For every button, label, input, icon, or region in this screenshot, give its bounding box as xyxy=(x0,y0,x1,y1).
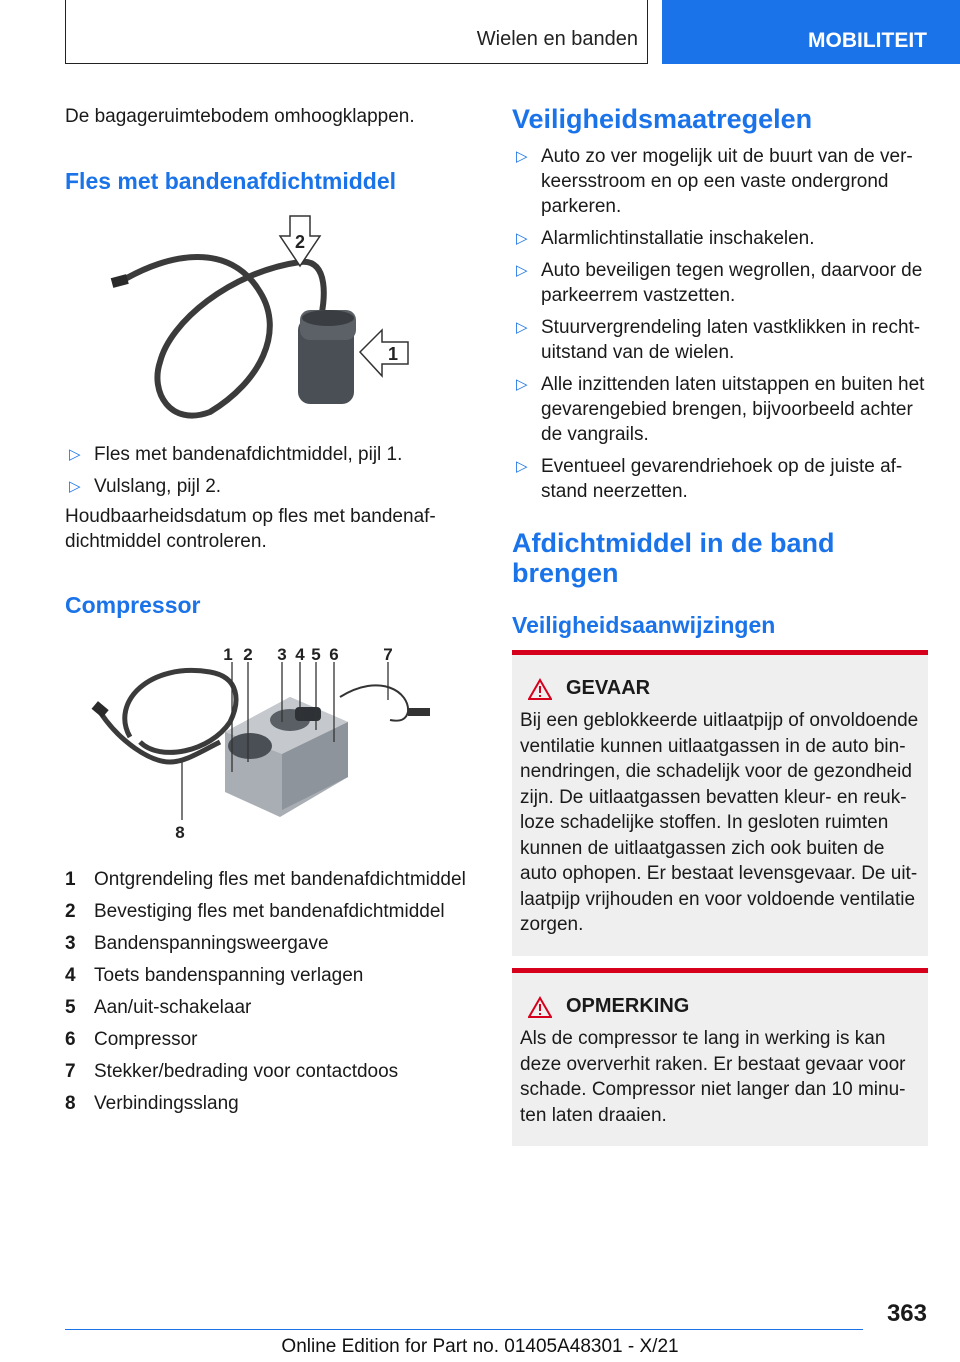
label-2: 2 xyxy=(243,645,253,664)
safety-item-5: ▷ Alle inzittenden laten uitstappen en buiten het gevarengebied brengen, bijvoorbeeld achter de vangrails. xyxy=(512,372,928,447)
label-1: 1 xyxy=(223,645,233,664)
compressor-item-4: 4 Toets bandenspanning verlagen xyxy=(65,965,364,986)
notice-box xyxy=(512,968,928,1146)
label-8: 8 xyxy=(175,823,185,842)
triangle-bullet-icon: ▷ xyxy=(516,148,528,165)
triangle-bullet-icon: ▷ xyxy=(516,262,528,279)
warning-triangle-icon xyxy=(528,678,552,700)
compressor-item-5: 5 Aan/uit-schakelaar xyxy=(65,997,252,1018)
compressor-item-3: 3 Bandenspanningsweergave xyxy=(65,933,329,954)
compressor-item-2: 2 Bevestiging fles met bandenafdichtmiddel xyxy=(65,901,445,922)
triangle-bullet-icon: ▷ xyxy=(516,319,528,336)
page-number: 363 xyxy=(886,1300,927,1327)
edition-footer: Online Edition for Part no. 01405A48301 - X/21 xyxy=(281,1336,679,1357)
compressor-figure xyxy=(90,642,430,852)
danger-title: GEVAAR xyxy=(520,677,920,700)
heading-sealant: Afdichtmiddel in de band brengen xyxy=(512,528,835,588)
triangle-bullet-icon: ▷ xyxy=(516,376,528,393)
label-5: 5 xyxy=(311,645,321,664)
warning-triangle-icon xyxy=(528,996,552,1018)
bottle-note: Houdbaarheidsdatum op fles met bandenaf-dichtmiddel controleren. xyxy=(65,506,436,552)
compressor-item-1: 1 Ontgrendeling fles met bandenafdichtmiddel xyxy=(65,869,466,890)
compressor-item-8: 8 Verbindingsslang xyxy=(65,1093,239,1114)
footer-divider xyxy=(65,1329,863,1330)
triangle-bullet-icon: ▷ xyxy=(69,478,81,495)
heading-compressor: Compressor xyxy=(65,592,201,618)
safety-item-6: ▷ Eventueel gevarendriehoek op de juiste af-stand neerzetten. xyxy=(512,454,928,504)
safety-item-1: ▷ Auto zo ver mogelijk uit de buurt van de ver-keersstroom en op een vaste ondergrond parkeren. xyxy=(512,144,928,219)
bottle-item-1: ▷ Fles met bandenafdichtmiddel, pijl 1. xyxy=(65,442,475,467)
heading-instructions: Veiligheidsaanwijzingen xyxy=(512,612,776,638)
safety-item-3: ▷ Auto beveiligen tegen wegrollen, daarvoor de parkeerrem vastzetten. xyxy=(512,258,928,308)
safety-item-4: ▷ Stuurvergrendeling laten vastklikken in recht-uitstand van de wielen. xyxy=(512,315,928,365)
chapter-tab xyxy=(662,0,960,64)
sealant-bottle-figure xyxy=(110,212,430,424)
section-title: Wielen en banden xyxy=(476,28,638,50)
label-2: 2 xyxy=(294,232,306,252)
danger-text: Bij een geblokkeerde uitlaatpijp of onvoldoende ventilatie kunnen uitlaatgassen in de auto bin-nendringen, die schadelijk voor de gezondheid zijn. De uitlaatgassen bevatten kleur- en reuk-loze schadelijke stoffen. In gesloten ruimten kunnen de uitlaatgassen zich ook buiten de auto ophopen. Er bestaat levensgevaar. De uit-laatpijp vrijhouden en voor voldoende ventilatie zorgen. xyxy=(520,710,919,935)
triangle-bullet-icon: ▷ xyxy=(69,446,81,463)
intro-text: De bagageruimtebodem omhoogklappen. xyxy=(65,106,415,127)
danger-box xyxy=(512,650,928,956)
heading-safety: Veiligheidsmaatregelen xyxy=(512,104,813,134)
safety-item-2: ▷ Alarmlichtinstallatie inschakelen. xyxy=(512,226,928,251)
notice-title: OPMERKING xyxy=(520,995,920,1018)
notice-text: Als de compressor te lang in werking is kan deze oververhit raken. Er bestaat gevaar voor schade. Compressor niet langer dan 10 minu-ten laten draaien. xyxy=(520,1028,906,1126)
compressor-item-7: 7 Stekker/bedrading voor contactdoos xyxy=(65,1061,399,1082)
label-3: 3 xyxy=(277,645,287,664)
label-1: 1 xyxy=(387,344,399,364)
label-7: 7 xyxy=(383,645,393,664)
triangle-bullet-icon: ▷ xyxy=(516,230,528,247)
triangle-bullet-icon: ▷ xyxy=(516,458,528,475)
bottle-item-2: ▷ Vulslang, pijl 2. xyxy=(65,474,475,499)
heading-bottle: Fles met bandenafdichtmiddel xyxy=(65,168,396,194)
compressor-item-6: 6 Compressor xyxy=(65,1029,198,1050)
arrow-1 xyxy=(360,330,408,376)
chapter-label: MOBILITEIT xyxy=(808,29,927,52)
label-4: 4 xyxy=(295,645,305,664)
label-6: 6 xyxy=(329,645,339,664)
